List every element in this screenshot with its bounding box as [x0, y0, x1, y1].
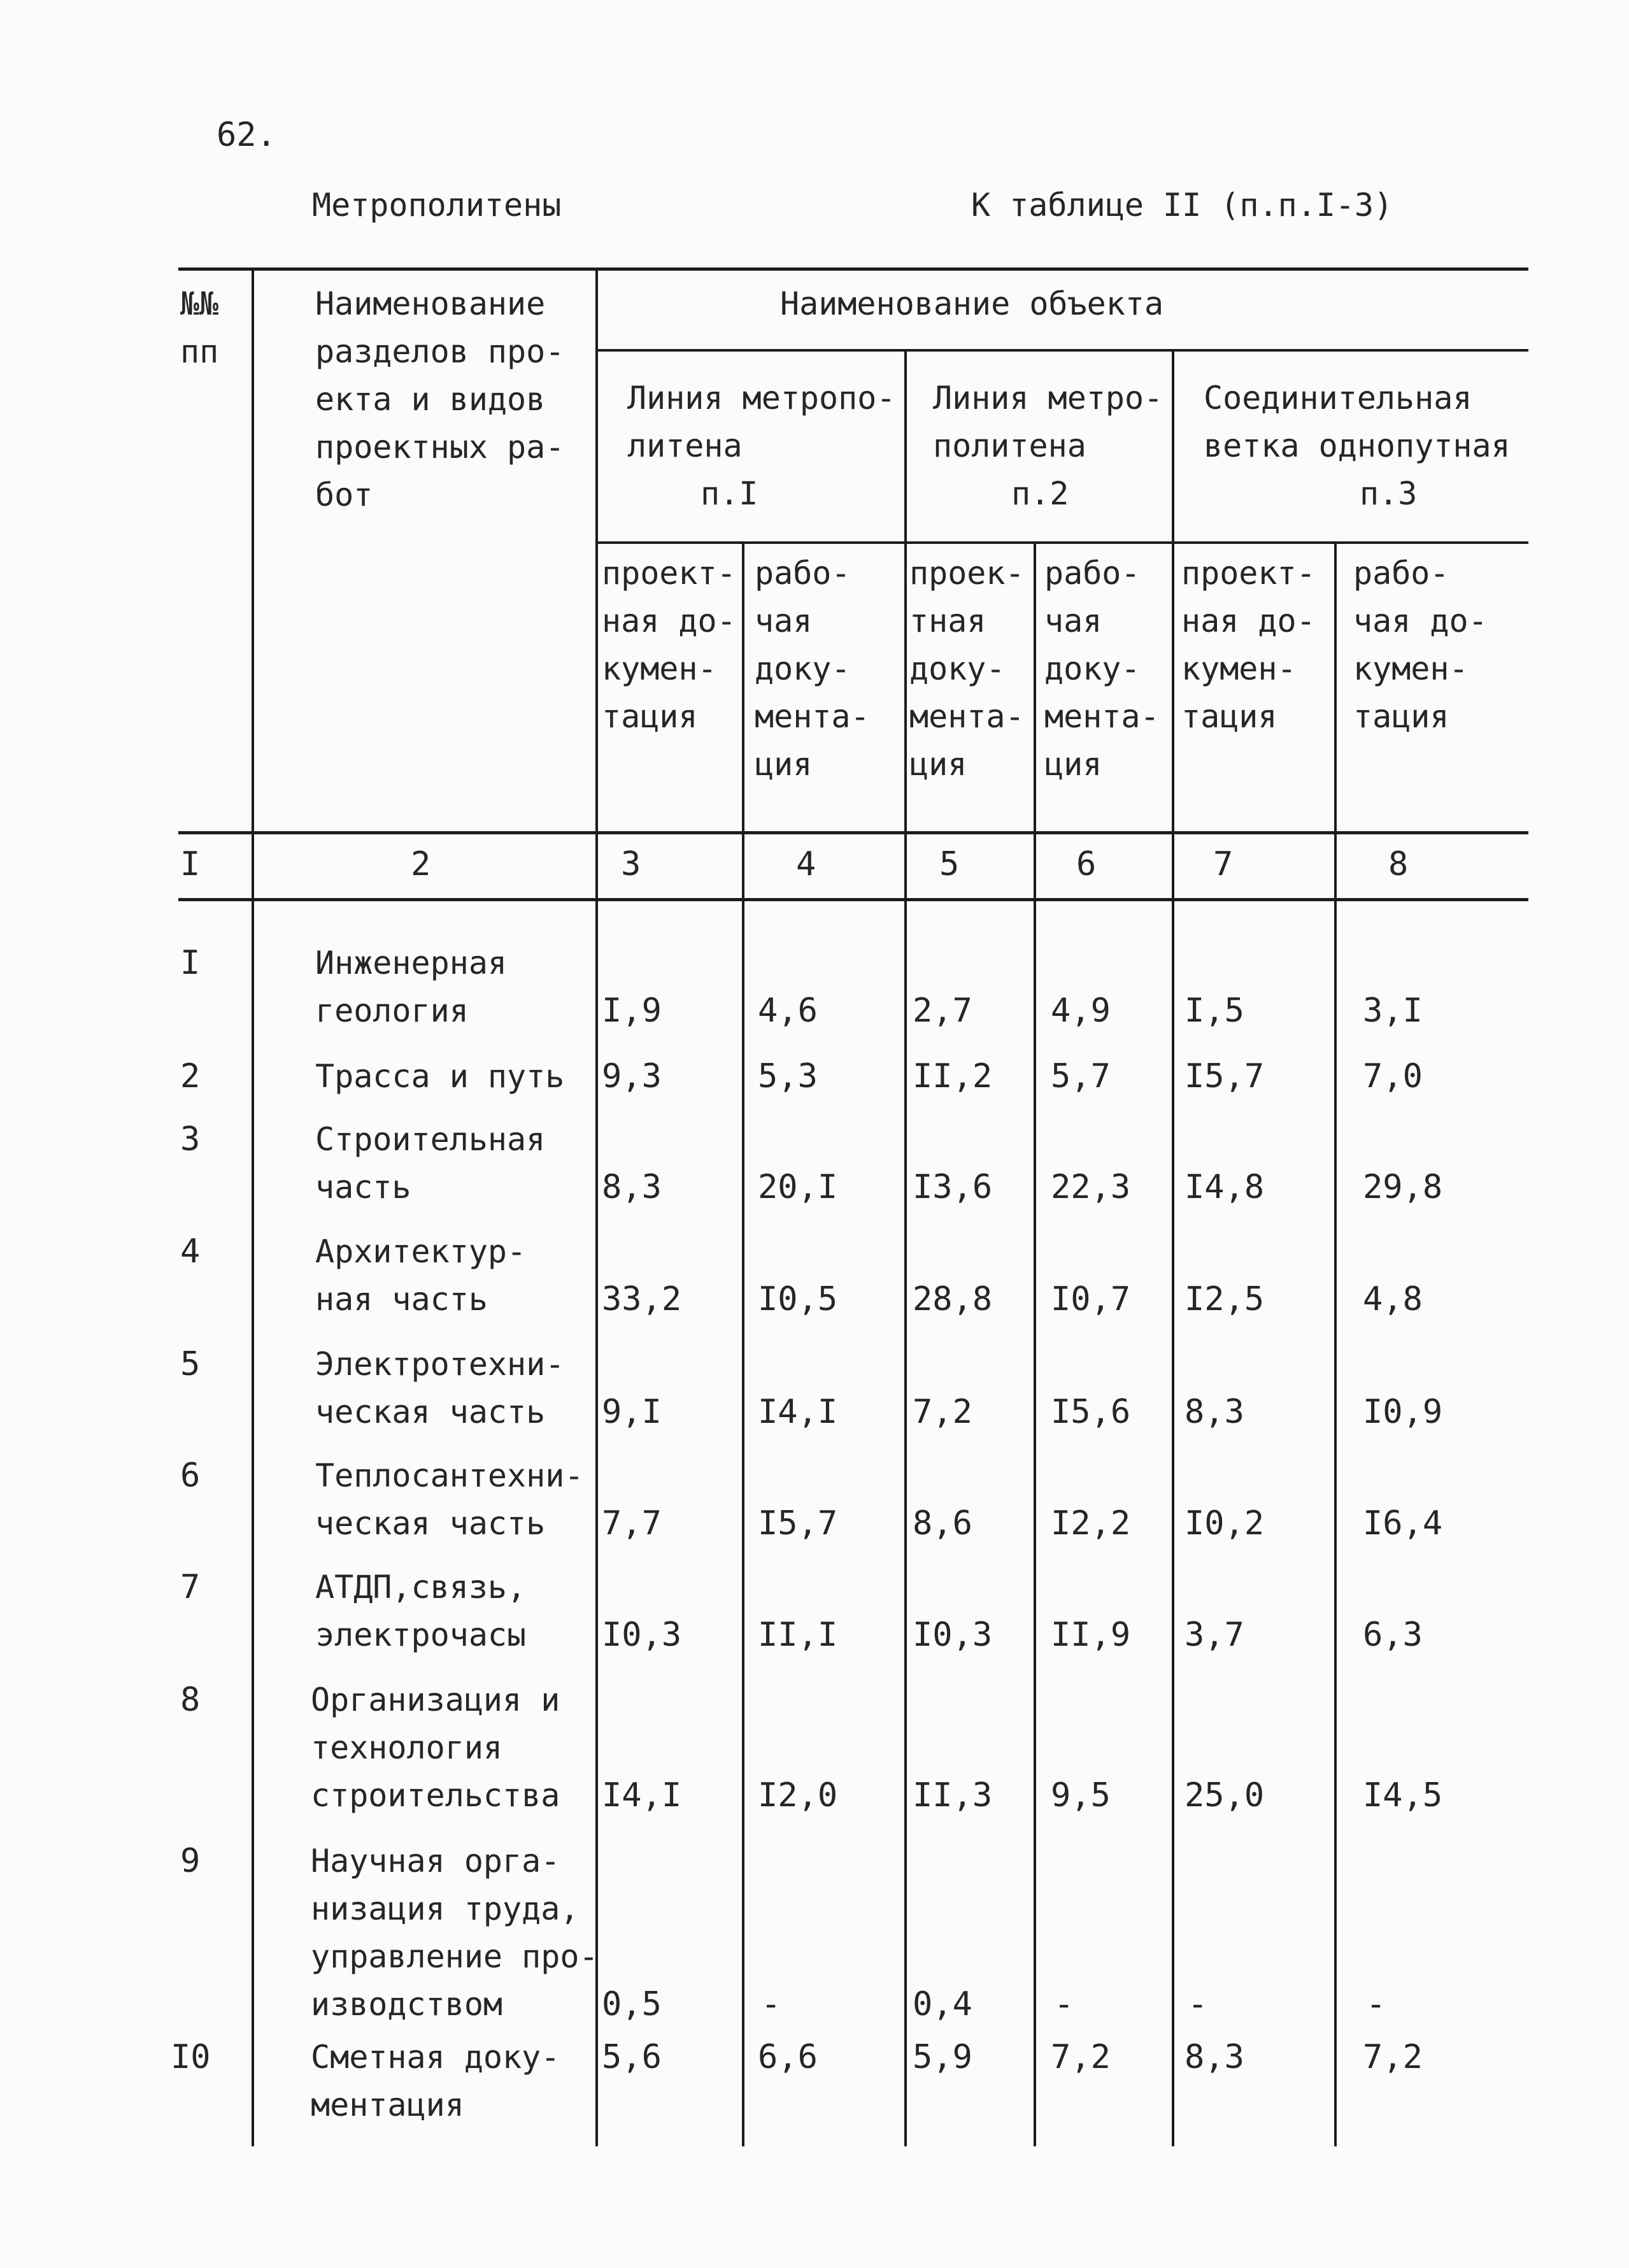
- row-name-line: ческая часть: [315, 1394, 546, 1430]
- row-number: I0: [171, 2038, 211, 2076]
- subheader-line: доку-: [909, 650, 1006, 687]
- row-name-line: изводством: [311, 1986, 503, 2023]
- value-cell: 29,8: [1363, 1168, 1443, 1206]
- value-cell: I6,4: [1363, 1504, 1443, 1543]
- row-name-line: геология: [315, 992, 469, 1029]
- subheader-line: тация: [602, 698, 698, 735]
- subheader-line: чая: [755, 603, 813, 639]
- value-cell: I4,5: [1363, 1776, 1443, 1815]
- row-name-line: электрочасы: [315, 1616, 527, 1653]
- row-name-line: Теплосантехни-: [315, 1457, 584, 1494]
- value-cell: -: [761, 1985, 781, 2023]
- value-cell: I0,2: [1184, 1504, 1265, 1543]
- group-item: п.3: [1360, 475, 1418, 512]
- value-cell: I2,2: [1051, 1504, 1131, 1543]
- value-cell: I2,5: [1184, 1280, 1265, 1318]
- subheader-line: кумен-: [1181, 650, 1297, 687]
- value-cell: I4,I: [758, 1393, 838, 1431]
- row-name-line: строительства: [311, 1777, 560, 1814]
- value-cell: I0,3: [602, 1616, 682, 1654]
- row-number: 3: [180, 1120, 201, 1159]
- subheader-line: ция: [1044, 746, 1102, 783]
- value-cell: 4,8: [1363, 1280, 1423, 1318]
- value-cell: 0,5: [602, 1985, 662, 2023]
- row-name-line: АТДП,связь,: [315, 1569, 527, 1606]
- top-rule: [178, 267, 1528, 271]
- value-cell: II,3: [913, 1776, 993, 1815]
- header-line: пп: [180, 333, 219, 370]
- value-cell: 7,0: [1363, 1057, 1423, 1095]
- value-cell: 9,3: [602, 1057, 662, 1095]
- row-name-line: часть: [315, 1169, 411, 1206]
- column-number: 4: [796, 845, 816, 883]
- row-name-line: технология: [311, 1729, 503, 1766]
- row-number: 4: [180, 1232, 201, 1271]
- object-header-rule: [595, 349, 1528, 352]
- value-cell: 7,2: [1051, 2038, 1111, 2076]
- header-line: разделов про-: [315, 333, 565, 370]
- column-separator: [742, 543, 744, 2146]
- subheader-line: мента-: [909, 698, 1025, 735]
- value-cell: 7,7: [602, 1504, 662, 1543]
- group-line: политена: [933, 427, 1086, 464]
- column-number: 5: [939, 845, 960, 883]
- value-cell: 5,9: [913, 2038, 972, 2076]
- column-number: 6: [1076, 845, 1097, 883]
- column-separator: [904, 350, 907, 2146]
- value-cell: 28,8: [913, 1280, 993, 1318]
- value-cell: 8,3: [1184, 2038, 1244, 2076]
- value-cell: 5,6: [602, 2038, 662, 2076]
- value-cell: I,5: [1184, 992, 1244, 1030]
- row-number: 7: [180, 1568, 201, 1606]
- column-numbers-rule: [178, 898, 1528, 901]
- subheader-line: доку-: [1044, 650, 1141, 687]
- value-cell: I3,6: [913, 1168, 993, 1206]
- subheader-line: проек-: [909, 555, 1025, 592]
- section-title: Метрополитены: [312, 187, 562, 224]
- group-line: литена: [627, 427, 743, 464]
- subheader-line: мента-: [1044, 698, 1160, 735]
- subheader-line: рабо-: [1044, 555, 1141, 592]
- subheader-line: рабо-: [1353, 555, 1449, 592]
- group-item: п.2: [1011, 475, 1069, 512]
- value-cell: 7,2: [1363, 2038, 1423, 2076]
- subheader-line: чая до-: [1353, 603, 1488, 639]
- value-cell: 25,0: [1184, 1776, 1265, 1815]
- value-cell: I5,6: [1051, 1393, 1131, 1431]
- value-cell: I0,9: [1363, 1393, 1443, 1431]
- value-cell: 6,3: [1363, 1616, 1423, 1654]
- row-number: 8: [180, 1681, 201, 1719]
- row-name-line: Строительная: [315, 1121, 546, 1158]
- subheader-line: рабо-: [755, 555, 851, 592]
- group-line: Соединительная: [1204, 380, 1472, 417]
- row-number: 9: [180, 1842, 201, 1880]
- value-cell: I2,0: [758, 1776, 838, 1815]
- value-cell: II,2: [913, 1057, 993, 1095]
- row-name-line: Электротехни-: [315, 1346, 565, 1383]
- value-cell: 8,3: [602, 1168, 662, 1206]
- value-cell: -: [1366, 1985, 1386, 2023]
- value-cell: -: [1054, 1985, 1074, 2023]
- column-number: 8: [1388, 845, 1409, 883]
- group-line: Линия метро-: [933, 380, 1163, 417]
- group-line: ветка однопутная: [1204, 427, 1511, 464]
- row-name-line: Научная орга-: [311, 1843, 560, 1879]
- subheader-line: чая: [1044, 603, 1102, 639]
- value-cell: 3,I: [1363, 992, 1423, 1030]
- header-line: бот: [315, 476, 373, 513]
- group-item: п.I: [701, 475, 758, 512]
- column-separator: [1334, 543, 1337, 2146]
- value-cell: I0,3: [913, 1616, 993, 1654]
- column-separator: [595, 267, 598, 2146]
- row-name-line: Трасса и путь: [315, 1058, 565, 1095]
- row-name-line: Организация и: [311, 1681, 560, 1718]
- row-name-line: ментация: [311, 2086, 464, 2123]
- value-cell: 8,6: [913, 1504, 972, 1543]
- subheader-line: ция: [755, 746, 813, 783]
- value-cell: 6,6: [758, 2038, 818, 2076]
- value-cell: 4,9: [1051, 992, 1111, 1030]
- column-number: 2: [411, 845, 431, 883]
- row-number: 2: [180, 1057, 201, 1095]
- subheader-line: ция: [909, 746, 967, 783]
- row-name-line: ческая часть: [315, 1505, 546, 1542]
- value-cell: I4,I: [602, 1776, 682, 1815]
- value-cell: I5,7: [1184, 1057, 1265, 1095]
- value-cell: 7,2: [913, 1393, 972, 1431]
- column-number: 7: [1213, 845, 1234, 883]
- row-number: 5: [180, 1345, 201, 1383]
- value-cell: 0,4: [913, 1985, 972, 2023]
- value-cell: I5,7: [758, 1504, 838, 1543]
- row-name-line: Инженерная: [315, 945, 508, 981]
- value-cell: -: [1188, 1985, 1208, 2023]
- header-bottom-rule: [178, 831, 1528, 834]
- header-line: №№: [180, 285, 219, 322]
- object-header: Наименование объекта: [780, 285, 1164, 322]
- row-name-line: низация труда,: [311, 1890, 580, 1927]
- page-number: 62.: [217, 116, 276, 154]
- column-number: 3: [621, 845, 641, 883]
- value-cell: 5,3: [758, 1057, 818, 1095]
- value-cell: II,9: [1051, 1616, 1131, 1654]
- value-cell: I4,8: [1184, 1168, 1265, 1206]
- value-cell: I,9: [602, 992, 662, 1030]
- value-cell: 9,I: [602, 1393, 662, 1431]
- value-cell: I0,7: [1051, 1280, 1131, 1318]
- subheader-line: мента-: [755, 698, 870, 735]
- value-cell: 2,7: [913, 992, 972, 1030]
- value-cell: II,I: [758, 1616, 838, 1654]
- subheader-line: доку-: [755, 650, 851, 687]
- row-number: I: [180, 944, 201, 982]
- value-cell: I0,5: [758, 1280, 838, 1318]
- row-number: 6: [180, 1457, 201, 1495]
- value-cell: 22,3: [1051, 1168, 1131, 1206]
- subheader-line: ная до-: [1181, 603, 1316, 639]
- value-cell: 33,2: [602, 1280, 682, 1318]
- row-name-line: управление про-: [311, 1938, 599, 1975]
- group-line: Линия метропо-: [627, 380, 896, 417]
- subheader-line: кумен-: [1353, 650, 1469, 687]
- value-cell: 9,5: [1051, 1776, 1111, 1815]
- row-name-line: Архитектур-: [315, 1233, 527, 1270]
- subheader-line: тная: [909, 603, 986, 639]
- column-separator: [1034, 543, 1036, 2146]
- table-reference: К таблице II (п.п.I-3): [971, 187, 1393, 224]
- subheader-line: тация: [1353, 698, 1449, 735]
- group-header-rule: [595, 541, 1528, 544]
- column-separator: [252, 267, 254, 2146]
- column-separator: [1172, 350, 1174, 2146]
- row-name-line: Сметная доку-: [311, 2039, 560, 2076]
- header-line: екта и видов: [315, 381, 546, 418]
- column-number: I: [180, 845, 201, 883]
- header-line: проектных ра-: [315, 429, 565, 466]
- subheader-line: ная до-: [602, 603, 736, 639]
- row-name-line: ная часть: [315, 1281, 488, 1318]
- value-cell: 8,3: [1184, 1393, 1244, 1431]
- value-cell: 3,7: [1184, 1616, 1244, 1654]
- header-line: Наименование: [315, 285, 546, 322]
- value-cell: 5,7: [1051, 1057, 1111, 1095]
- value-cell: 20,I: [758, 1168, 838, 1206]
- subheader-line: кумен-: [602, 650, 717, 687]
- value-cell: 4,6: [758, 992, 818, 1030]
- subheader-line: проект-: [602, 555, 736, 592]
- subheader-line: тация: [1181, 698, 1277, 735]
- subheader-line: проект-: [1181, 555, 1316, 592]
